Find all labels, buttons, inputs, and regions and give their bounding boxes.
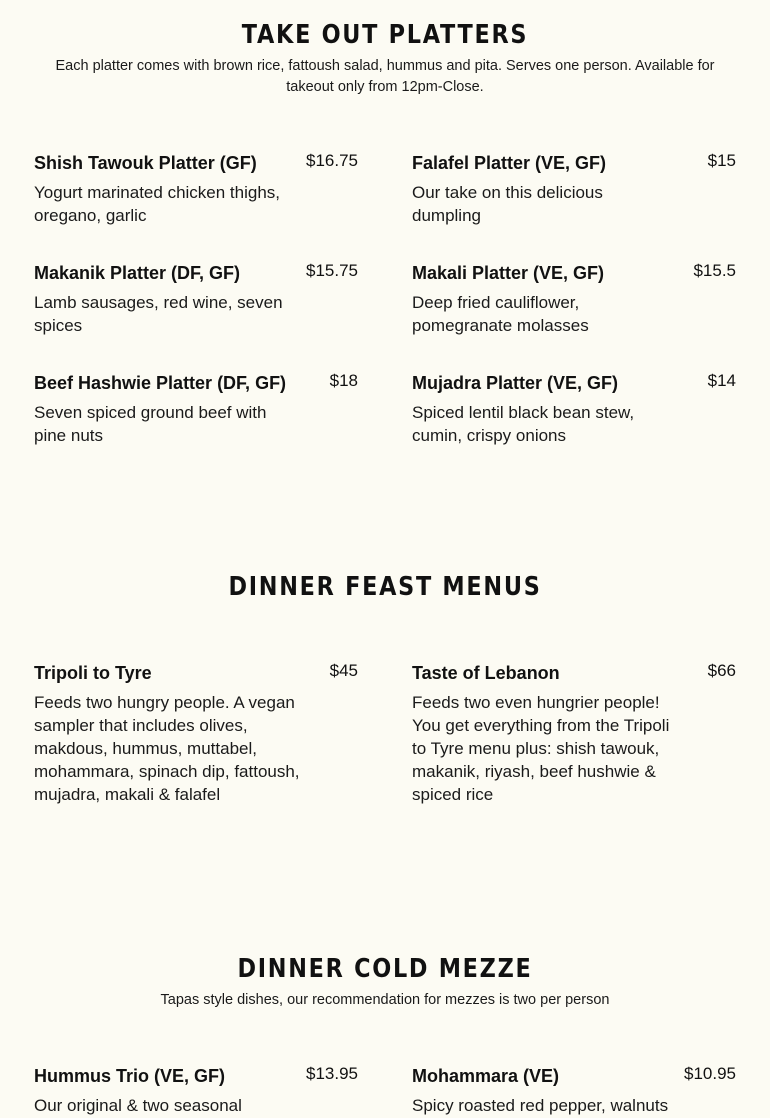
section-title: DINNER FEAST MENUS [228,572,542,602]
item-description: Our original & two seasonal [34,1096,242,1115]
item-price: $10.95 [684,1064,736,1083]
menu-item [34,373,358,447]
menu-item [412,373,736,447]
item-name: Falafel Platter (VE, GF) [412,153,607,173]
item-price: $15 [707,151,736,170]
menu-item [34,1066,358,1117]
item-name: Makanik Platter (DF, GF) [34,263,241,283]
menu-item [34,263,358,337]
item-name: Mujadra Platter (VE, GF) [412,373,619,393]
menu-item [412,663,736,806]
item-price: $45 [329,661,358,680]
item-description: Spiced lentil black bean stew, cumin, crispy onions [412,403,635,445]
item-price: $15.75 [306,261,358,280]
item-name: Shish Tawouk Platter (GF) [34,153,257,173]
item-name: Hummus Trio (VE, GF) [34,1066,226,1086]
item-name: Taste of Lebanon [412,663,560,683]
item-name: Tripoli to Tyre [34,663,152,683]
menu-item [34,153,358,227]
menu-item [412,153,736,227]
menu-item [412,263,736,337]
menu-item [412,1066,736,1117]
item-price: $14 [707,371,736,390]
item-description: Feeds two even hungrier people! You get everything from the Tripoli to Tyre menu plus: shish tawouk, makanik, riyash, beef hushwie & spiced rice [412,693,670,804]
section-description: Tapas style dishes, our recommendation for mezzes is two per person [160,992,610,1008]
item-name: Mohammara (VE) [412,1066,560,1086]
item-description: Our take on this delicious dumpling [412,183,603,225]
item-price: $18 [329,371,358,390]
item-name: Beef Hashwie Platter (DF, GF) [34,373,287,393]
section-description: Each platter comes with brown rice, fattoush salad, hummus and pita. Serves one person. Available for takeout only from 12pm-Close. [55,58,715,95]
item-name: Makali Platter (VE, GF) [412,263,605,283]
section-dinner-cold-mezze [0,954,770,1011]
menu-item [34,663,358,806]
section-title: DINNER COLD MEZZE [237,954,533,984]
section-title: TAKE OUT PLATTERS [241,20,529,50]
section-dinner-feast-menus [0,572,770,602]
item-description: Seven spiced ground beef with pine nuts [34,403,267,445]
item-price: $16.75 [306,151,358,170]
item-description: Lamb sausages, red wine, seven spices [34,293,283,335]
section-take-out-platters [0,20,770,98]
item-description: Yogurt marinated chicken thighs, oregano, garlic [34,183,281,225]
item-price: $13.95 [306,1064,358,1083]
item-price: $66 [707,661,736,680]
item-description: Deep fried cauliflower, pomegranate molasses [412,293,589,335]
item-price: $15.5 [693,261,736,280]
item-description: Feeds two hungry people. A vegan sampler that includes olives, makdous, hummus, muttabel, mohammara, spinach dip, fattoush, mujadra, makali & falafel [34,693,300,804]
item-description: Spicy roasted red pepper, walnuts [412,1096,669,1115]
